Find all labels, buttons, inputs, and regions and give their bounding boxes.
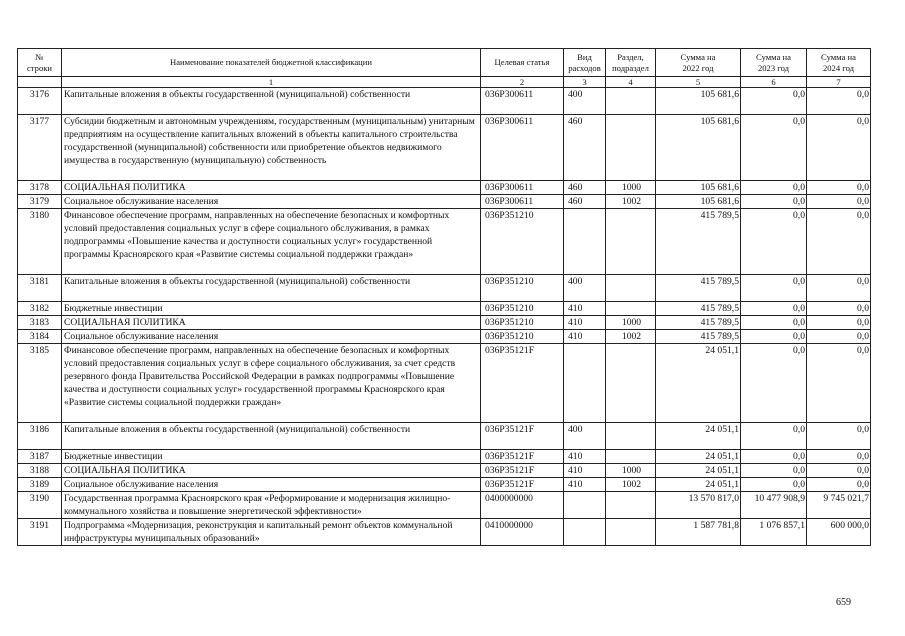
column-number: 7 [807,77,871,88]
table-row [18,195,871,209]
table-row [18,478,871,492]
target-article: 036Р351210 [481,316,564,330]
section-code [606,115,656,181]
sum-2022: 415 789,5 [656,209,741,275]
expense-type: 410 [564,330,606,344]
table-row [18,302,871,316]
expense-type: 410 [564,450,606,464]
indicator-name: Бюджетные инвестиции [62,450,481,464]
column-number: 5 [656,77,741,88]
target-article: 036Р300611 [481,195,564,209]
expense-type [564,492,606,519]
sum-2023: 0,0 [741,195,807,209]
section-code [606,302,656,316]
expense-type: 400 [564,88,606,115]
column-number: 1 [62,77,481,88]
target-article: 036Р35121F [481,464,564,478]
sum-2022: 13 570 817,0 [656,492,741,519]
indicator-name: Капитальные вложения в объекты государственной (муниципальной) собственности [62,423,481,450]
row-number: 3181 [18,275,62,302]
sum-2022: 24 051,1 [656,344,741,423]
table-row [18,464,871,478]
sum-2024: 0,0 [807,302,871,316]
expense-type [564,344,606,423]
row-number: 3176 [18,88,62,115]
target-article: 036Р35121F [481,450,564,464]
sum-2022: 415 789,5 [656,302,741,316]
column-number: 4 [606,77,656,88]
target-article: 0410000000 [481,519,564,546]
target-article: 036Р351210 [481,330,564,344]
column-number: 3 [564,77,606,88]
sum-2023: 0,0 [741,181,807,195]
header-row-number: № строки [18,49,62,77]
sum-2022: 24 051,1 [656,450,741,464]
sum-2024: 0,0 [807,344,871,423]
sum-2024: 0,0 [807,209,871,275]
indicator-name: Подпрограмма «Модернизация, реконструкция и капитальный ремонт объектов коммунальной инфраструктуры муниципальных образований» [62,519,481,546]
section-code: 1002 [606,330,656,344]
section-code [606,344,656,423]
sum-2023: 0,0 [741,464,807,478]
sum-2023: 0,0 [741,88,807,115]
section-code [606,519,656,546]
sum-2023: 0,0 [741,275,807,302]
indicator-name: СОЦИАЛЬНАЯ ПОЛИТИКА [62,181,481,195]
sum-2023: 0,0 [741,209,807,275]
table-header-row [18,49,871,77]
sum-2024: 9 745 021,7 [807,492,871,519]
table-row [18,115,871,181]
row-number: 3182 [18,302,62,316]
sum-2022: 24 051,1 [656,478,741,492]
section-code [606,492,656,519]
expense-type: 400 [564,275,606,302]
row-number: 3183 [18,316,62,330]
sum-2024: 0,0 [807,478,871,492]
indicator-name: Бюджетные инвестиции [62,302,481,316]
indicator-name: Финансовое обеспечение программ, направленных на обеспечение безопасных и комфортных условий предоставления социальных услуг в сфере социального обслуживания, в рамках подпрограммы «Повышение качества и доступности социальных услуг» государственной программы Красноярского края «Развитие системы социальной поддержки граждан» [62,209,481,275]
expense-type: 460 [564,195,606,209]
sum-2022: 24 051,1 [656,423,741,450]
sum-2023: 0,0 [741,450,807,464]
header-sum-2023: Сумма на 2023 год [741,49,807,77]
indicator-name: Социальное обслуживание населения [62,478,481,492]
target-article: 036Р351210 [481,275,564,302]
indicator-name: Капитальные вложения в объекты государственной (муниципальной) собственности [62,275,481,302]
header-expense-type: Вид расходов [564,49,606,77]
row-number: 3185 [18,344,62,423]
expense-type: 410 [564,302,606,316]
sum-2023: 0,0 [741,302,807,316]
indicator-name: Социальное обслуживание населения [62,330,481,344]
target-article: 036Р300611 [481,115,564,181]
indicator-name: Субсидии бюджетным и автономным учреждениям, государственным (муниципальным) унитарным предприятиям на осуществление капитальных вложений в объекты капитального строительства государственной (муниципальной) собственности или приобретение объектов недвижимого имущества в государственную (муниципальную) собственность [62,115,481,181]
row-number: 3187 [18,450,62,464]
table-row [18,209,871,275]
section-code [606,423,656,450]
indicator-name: СОЦИАЛЬНАЯ ПОЛИТИКА [62,464,481,478]
table-row [18,450,871,464]
sum-2023: 10 477 908,9 [741,492,807,519]
sum-2024: 0,0 [807,423,871,450]
expense-type: 410 [564,316,606,330]
target-article: 036Р35121F [481,478,564,492]
sum-2022: 24 051,1 [656,464,741,478]
column-number: 2 [481,77,564,88]
section-code [606,450,656,464]
table-row [18,88,871,115]
sum-2023: 0,0 [741,423,807,450]
section-code [606,88,656,115]
indicator-name: СОЦИАЛЬНАЯ ПОЛИТИКА [62,316,481,330]
sum-2023: 1 076 857,1 [741,519,807,546]
indicator-name: Капитальные вложения в объекты государственной (муниципальной) собственности [62,88,481,115]
sum-2024: 0,0 [807,316,871,330]
target-article: 036Р300611 [481,181,564,195]
page-number: 659 [836,597,851,608]
target-article: 036Р351210 [481,302,564,316]
expense-type [564,209,606,275]
row-number: 3188 [18,464,62,478]
expense-type: 460 [564,115,606,181]
row-number: 3184 [18,330,62,344]
sum-2022: 415 789,5 [656,316,741,330]
table-row [18,423,871,450]
row-number: 3177 [18,115,62,181]
sum-2022: 105 681,6 [656,88,741,115]
expense-type: 400 [564,423,606,450]
table-body [18,88,871,546]
column-number [18,77,62,88]
row-number: 3179 [18,195,62,209]
section-code [606,275,656,302]
budget-table [17,48,871,546]
sum-2024: 0,0 [807,275,871,302]
header-sum-2024: Сумма на 2024 год [807,49,871,77]
indicator-name: Социальное обслуживание населения [62,195,481,209]
expense-type: 410 [564,464,606,478]
section-code: 1002 [606,478,656,492]
sum-2023: 0,0 [741,316,807,330]
table-row [18,492,871,519]
table-row [18,275,871,302]
column-number-row [18,77,871,88]
sum-2024: 0,0 [807,195,871,209]
section-code [606,209,656,275]
target-article: 036Р300611 [481,88,564,115]
sum-2022: 415 789,5 [656,330,741,344]
indicator-name: Государственная программа Красноярского края «Реформирование и модернизация жилищно-коммунального хозяйства и повышение энергетической эффективности» [62,492,481,519]
row-number: 3186 [18,423,62,450]
sum-2024: 0,0 [807,88,871,115]
sum-2024: 0,0 [807,181,871,195]
sum-2023: 0,0 [741,478,807,492]
target-article: 0400000000 [481,492,564,519]
sum-2022: 105 681,6 [656,115,741,181]
header-target-article: Целевая статья [481,49,564,77]
row-number: 3189 [18,478,62,492]
section-code: 1000 [606,464,656,478]
sum-2024: 0,0 [807,450,871,464]
sum-2022: 105 681,6 [656,195,741,209]
expense-type: 460 [564,181,606,195]
sum-2024: 600 000,0 [807,519,871,546]
table-row [18,330,871,344]
budget-table-sheet [17,48,871,546]
section-code: 1000 [606,316,656,330]
header-sum-2022: Сумма на 2022 год [656,49,741,77]
column-number: 6 [741,77,807,88]
header-section: Раздел, подраздел [606,49,656,77]
sum-2024: 0,0 [807,330,871,344]
header-indicator-name: Наименование показателей бюджетной классификации [62,49,481,77]
sum-2022: 415 789,5 [656,275,741,302]
section-code: 1000 [606,181,656,195]
sum-2023: 0,0 [741,330,807,344]
sum-2022: 105 681,6 [656,181,741,195]
sum-2023: 0,0 [741,115,807,181]
target-article: 036Р351210 [481,209,564,275]
expense-type [564,519,606,546]
table-row [18,181,871,195]
row-number: 3180 [18,209,62,275]
section-code: 1002 [606,195,656,209]
expense-type: 410 [564,478,606,492]
table-row [18,316,871,330]
row-number: 3178 [18,181,62,195]
target-article: 036Р35121F [481,344,564,423]
table-row [18,344,871,423]
row-number: 3190 [18,492,62,519]
sum-2023: 0,0 [741,344,807,423]
sum-2024: 0,0 [807,115,871,181]
target-article: 036Р35121F [481,423,564,450]
sum-2024: 0,0 [807,464,871,478]
sum-2022: 1 587 781,8 [656,519,741,546]
indicator-name: Финансовое обеспечение программ, направленных на обеспечение безопасных и комфортных условий предоставления социальных услуг в сфере социального обслуживания, за счет средств резервного фонда Правительства Российской Федерации в рамках подпрограммы «Повышение качества и доступности социальных услуг» государственной программы Красноярского края «Развитие системы социальной поддержки граждан» [62,344,481,423]
table-row [18,519,871,546]
row-number: 3191 [18,519,62,546]
